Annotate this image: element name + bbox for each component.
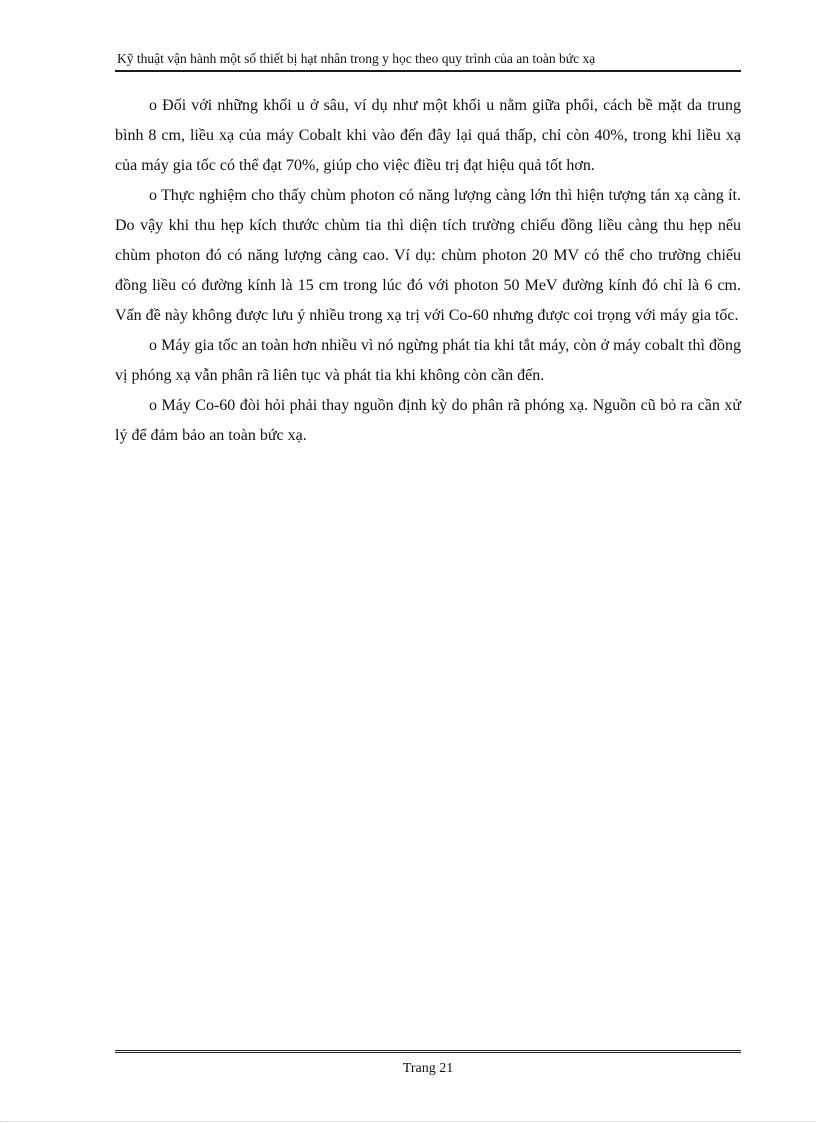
page-edge-divider [0,1121,816,1122]
paragraph: o Đối với những khối u ở sâu, ví dụ như một khối u nằm giữa phổi, cách bề mặt da trung bình 8 cm, liều xạ của máy Cobalt khi vào đến đây lại quá thấp, chỉ còn 40%, trong khi liều xạ của máy gia tốc có thể đạt 70%, giúp cho việc điều trị đạt hiệu quả tốt hơn. [115,97,741,174]
paragraph: o Máy gia tốc an toàn hơn nhiều vì nó ngừng phát tia khi tắt máy, còn ở máy cobalt thì đồng vị phóng xạ vẫn phân rã liên tục và phát tia khi không còn cần đến. [115,337,741,384]
paragraph: o Máy Co-60 đòi hỏi phải thay nguồn định kỳ do phân rã phóng xạ. Nguồn cũ bỏ ra cần xử lý để đảm bảo an toàn bức xạ. [115,397,741,444]
page-number: Trang 21 [402,1061,454,1076]
page-body [115,91,741,451]
header-rule [115,70,741,72]
paragraph: o Thực nghiệm cho thấy chùm photon có năng lượng càng lớn thì hiện tượng tán xạ càng ít. Do vậy khi thu hẹp kích thước chùm tia thì diện tích trường chiếu đồng liều càng thu hẹp nếu chùm photon đó có năng lượng càng cao. Ví dụ: chùm photon 20 MV có thể cho trường chiếu đồng liều có đường kính là 15 cm trong lúc đó với photon 50 MeV đường kính đó chỉ là 6 cm. Vấn đề này không được lưu ý nhiều trong xạ trị với Co-60 nhưng được coi trọng với máy gia tốc. [115,187,741,324]
header-title: Kỹ thuật vận hành một số thiết bị hạt nhân trong y học theo quy trình của an toàn bức xạ [117,51,596,66]
page-footer [115,1050,741,1078]
page-header [115,50,741,72]
footer-rule [115,1050,741,1053]
